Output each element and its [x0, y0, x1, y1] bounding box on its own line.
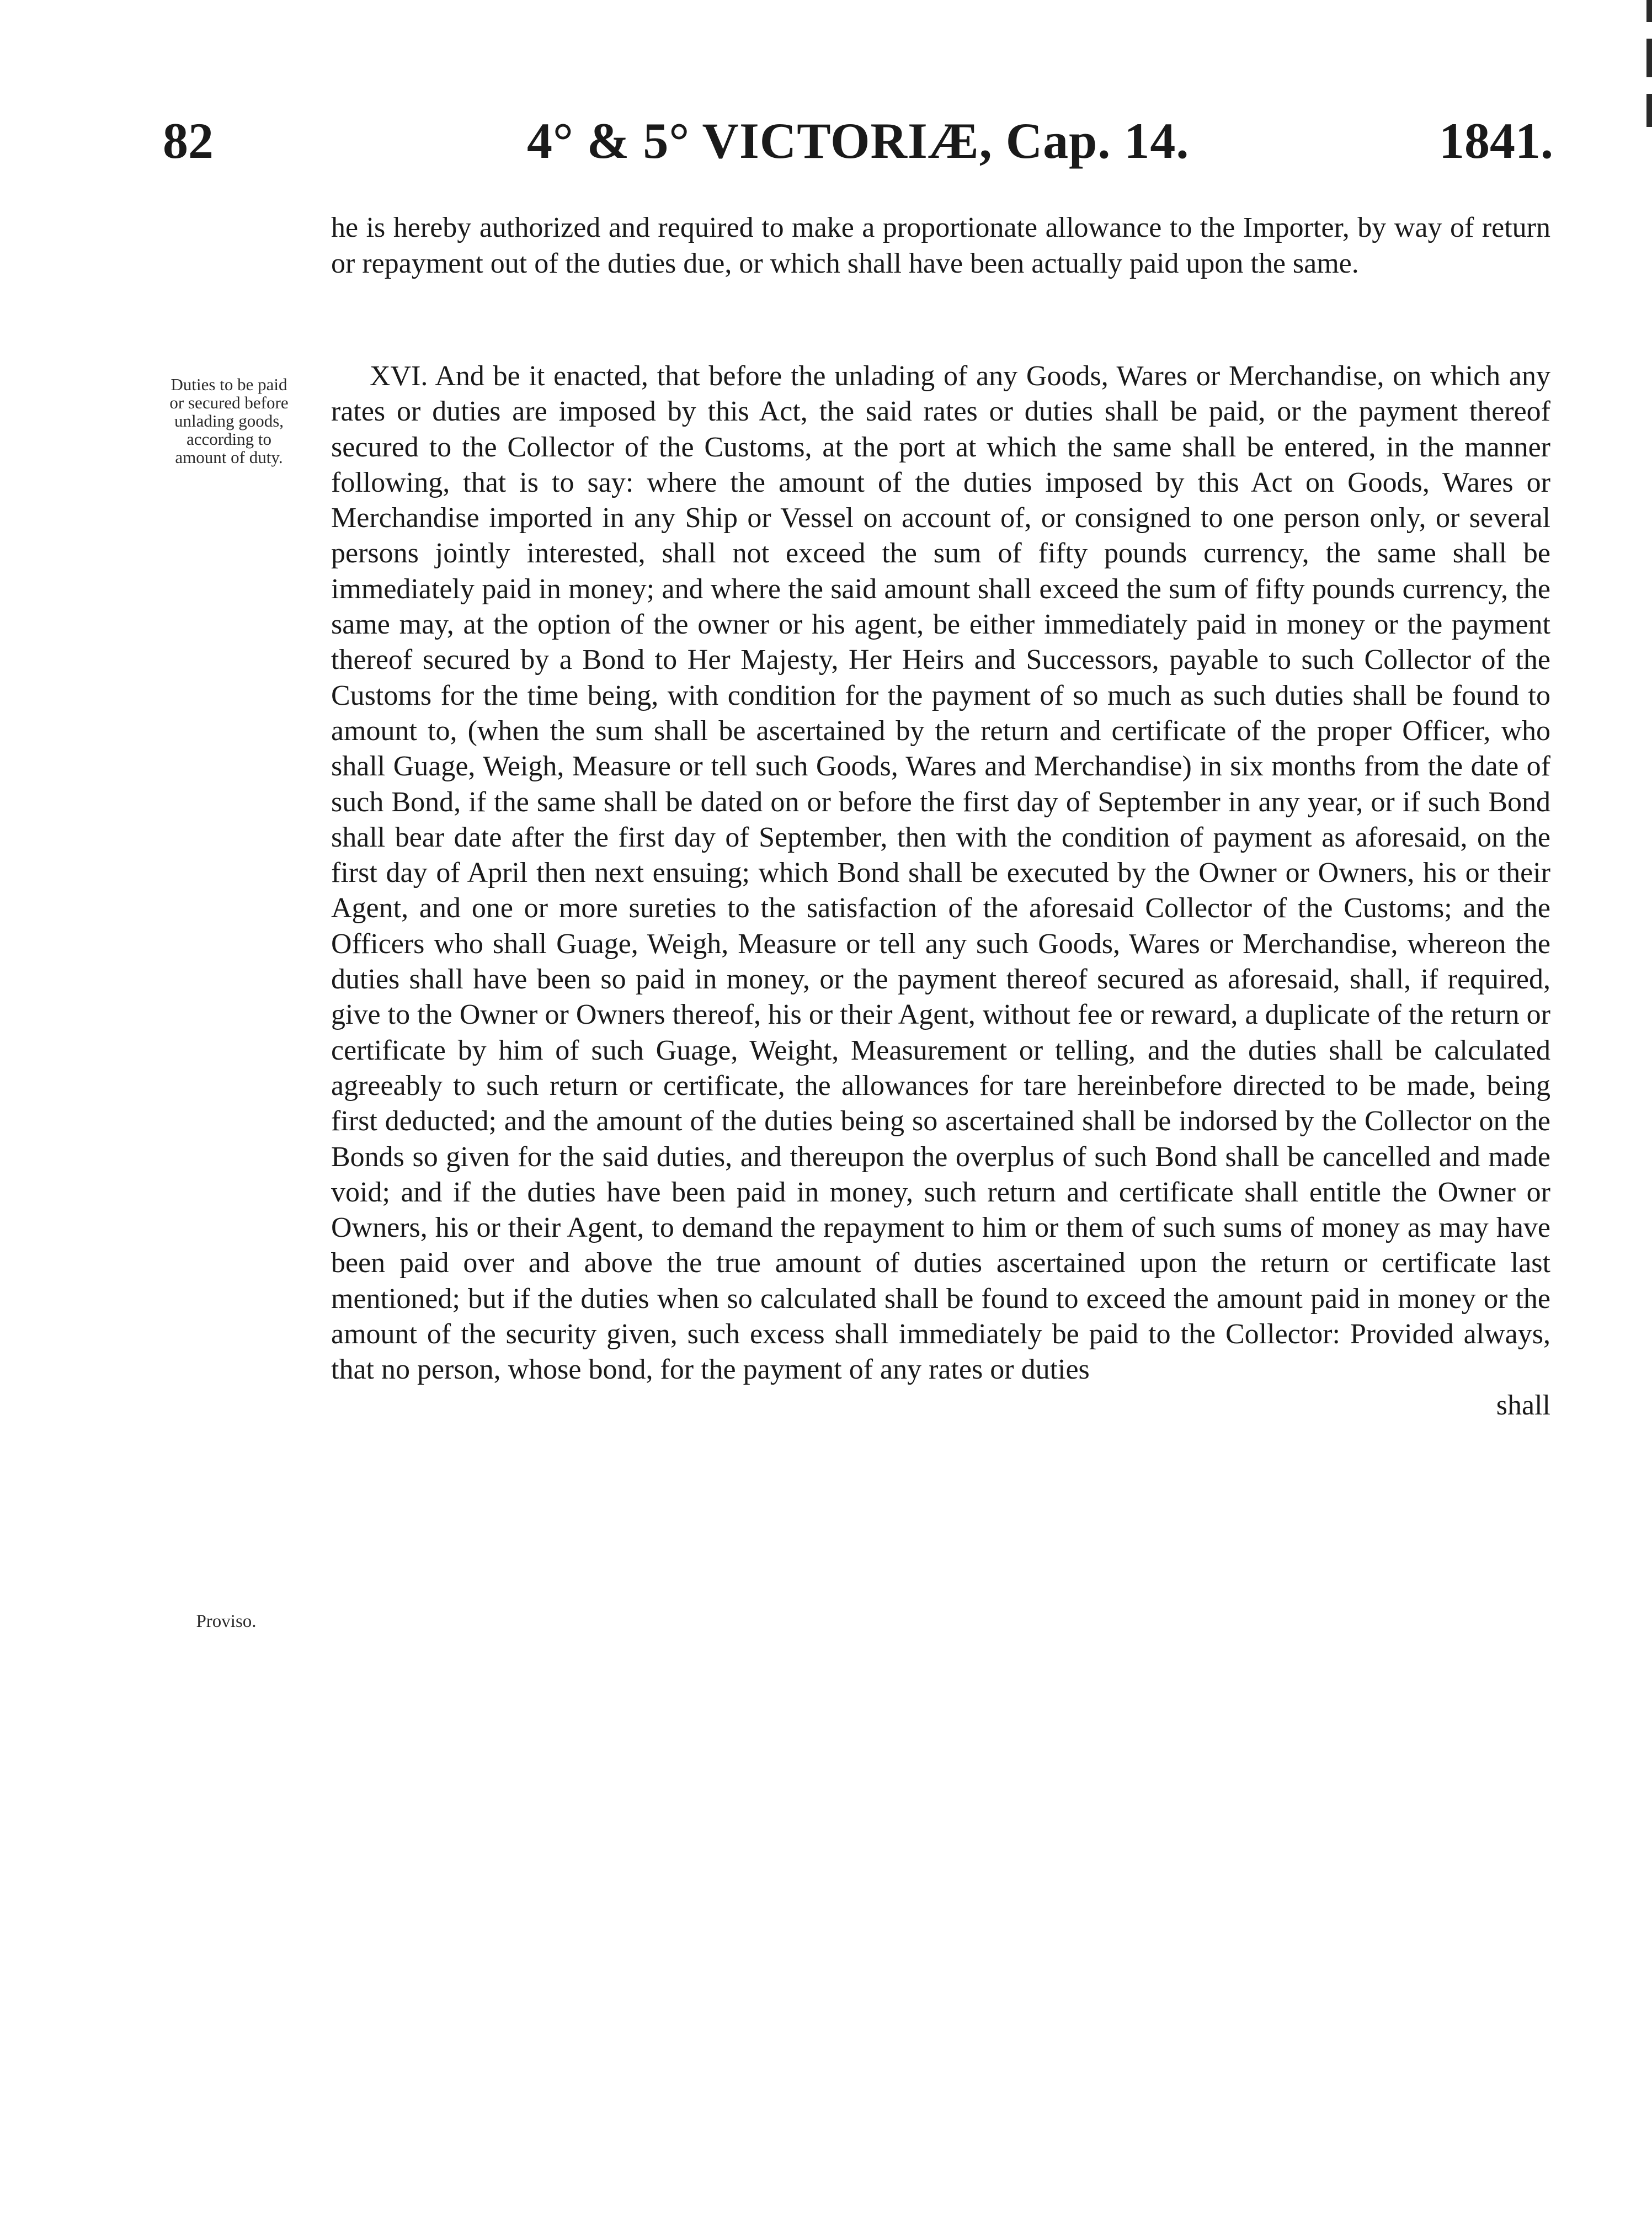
section-xvi: [331, 359, 1550, 1423]
scan-edge-mark: [1646, 94, 1652, 127]
scan-edge-mark: [1646, 0, 1652, 22]
section-text: And be it enacted, that before the unlading of any Goods, Wares or Merchandise, on which any rates or duties are imposed by this Act, the said rates or duties shall be paid, or the payment thereof secured to the Collector of the Customs, at the port at which the same shall be entered, in the manner following, that is to say: where the amount of the duties imposed by this Act on Goods, Wares or Merchandise imported in any Ship or Vessel on account of, or consigned to one person only, or several persons jointly interested, shall not exceed the sum of fifty pounds currency, the same shall be immediately paid in money; and where the said amount shall exceed the sum of fifty pounds currency, the same may, at the option of the owner or his agent, be either immediately paid in money or the payment thereof secured by a Bond to Her Majesty, Her Heirs and Successors, payable to such Collector of the Customs for the time being, with condition for the payment of so much as such duties shall be found to amount to, (when the sum shall be ascertained by the return and certificate of the proper Officer, who shall Guage, Weigh, Measure or tell such Goods, Wares and Merchandise) in six months from the date of such Bond, if the same shall be dated on or before the first day of September in any year, or if such Bond shall bear date after the first day of September, then with the condition of payment as aforesaid, on the first day of April then next ensuing; which Bond shall be executed by the Owner or Owners, his or their Agent, and one or more sureties to the satisfaction of the aforesaid Collector of the Customs; and the Officers who shall Guage, Weigh, Measure or tell any such Goods, Wares or Merchandise, whereon the duties shall have been so paid in money, or the payment thereof secured as aforesaid, shall, if required, give to the Owner or Owners thereof, his or their Agent, without fee or reward, a duplicate of the return or certificate by him of such Guage, Weight, Measurement or telling, and the duties shall be calculated agreeably to such return or certificate, the allowances for tare hereinbefore directed to be made, being first deducted; and the amount of the duties being so ascertained shall be indorsed by the Collector on the Bonds so given for the said duties, and thereupon the overplus of such Bond shall be cancelled and made void; and if the duties have been paid in money, such return and certificate shall entitle the Owner or Owners, his or their Agent, to demand the repayment to him or them of such sums of money as may have been paid over and above the true amount of duties ascertained upon the return or certificate last mentioned; but if the duties when so calculated shall be found to exceed the amount paid in money or the amount of the security given, such excess shall immediately be paid to the Collector: Provided always, that no person, whose bond, for the payment of any rates or duties: [331, 360, 1550, 1386]
margin-note-proviso: Proviso.: [196, 1611, 257, 1631]
catchword: shall: [1496, 1389, 1550, 1421]
continued-paragraph: he is hereby authorized and required to make a proportionate allowance to the Importer, by way of return or repayment out of the duties due, or which shall have been actually paid upon the same.: [331, 212, 1550, 279]
section-number: XVI.: [370, 360, 428, 392]
scan-edge-mark: [1646, 39, 1652, 77]
running-header: [163, 113, 1553, 168]
statute-title: 4° & 5° VICTORIÆ, Cap. 14.: [527, 113, 1190, 169]
page-number: 82: [163, 113, 214, 169]
statute-year: 1841.: [1439, 113, 1553, 169]
margin-note-duties: Duties to be paid or secured before unlading goods, according to amount of duty.: [169, 375, 289, 467]
